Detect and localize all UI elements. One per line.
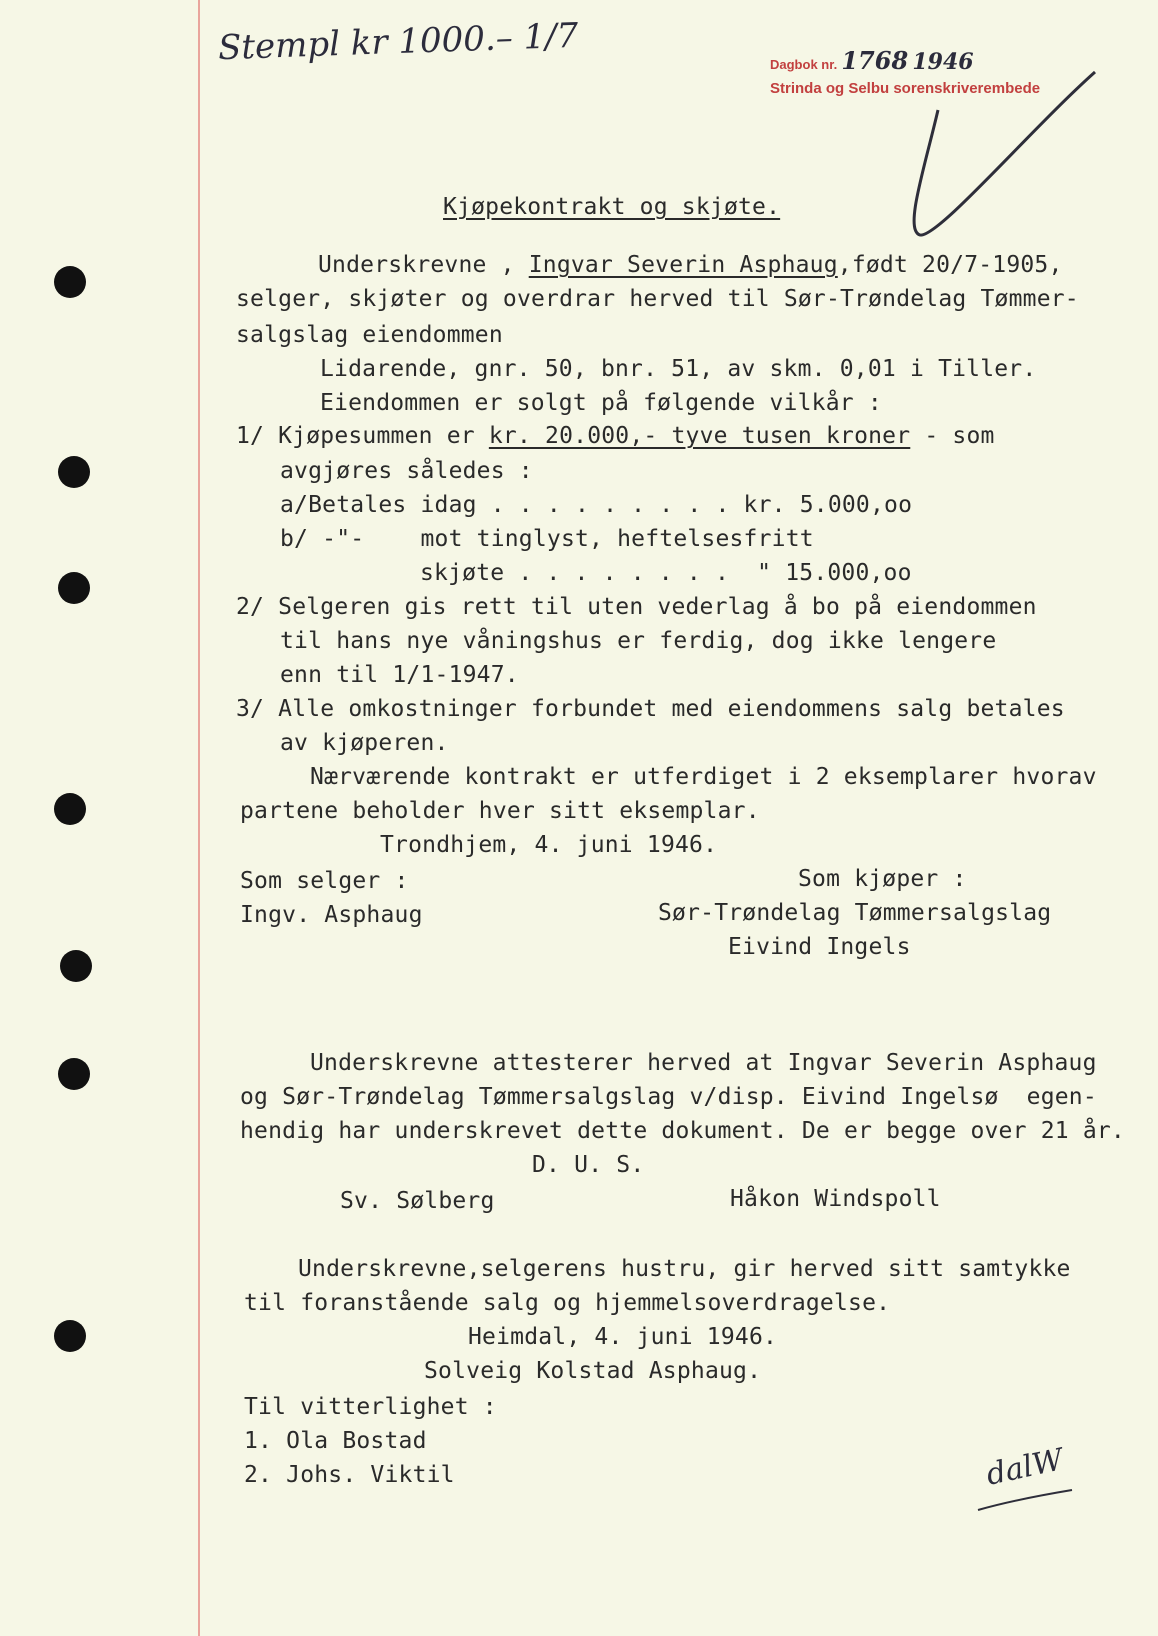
buyer-company: Sør-Trøndelag Tømmersalgslag bbox=[658, 900, 1052, 926]
stamp-year: 1946 bbox=[912, 49, 974, 75]
seller-signature: Ingv. Asphaug bbox=[240, 902, 423, 928]
attestation-line-1: Underskrevne attesterer herved at Ingvar Severin Asphaug bbox=[310, 1050, 1097, 1076]
payment-b-2: skjøte . . . . . . . . " 15.000,oo bbox=[420, 560, 912, 586]
seller-name-underlined: Ingvar Severin Asphaug bbox=[528, 252, 838, 278]
closing-line-1: Nærværende kontrakt er utferdiget i 2 eksemplarer hvorav bbox=[310, 764, 1097, 790]
consent-line-2: til foranstående salg og hjemmelsoverdragelse. bbox=[244, 1290, 891, 1316]
consent-witness-1: 1. Ola Bostad bbox=[244, 1428, 427, 1454]
punch-hole bbox=[54, 793, 86, 825]
witness-label: Til vitterlighet : bbox=[244, 1394, 497, 1420]
condition-3-line-1: 3/ Alle omkostninger forbundet med eiendommens salg betales bbox=[236, 696, 1065, 722]
intro-line-3: salgslag eiendommen bbox=[236, 322, 503, 348]
punch-hole bbox=[58, 1058, 90, 1090]
condition-2-line-1: 2/ Selgeren gis rett til uten vederlag å bo på eiendommen bbox=[236, 594, 1037, 620]
terms-intro: Eiendommen er solgt på følgende vilkår : bbox=[320, 390, 882, 416]
attestation-line-3: hendig har underskrevet dette dokument. De er begge over 21 år. bbox=[240, 1118, 1125, 1144]
condition-2-line-2: til hans nye våningshus er ferdig, dog ikke lengere bbox=[280, 628, 997, 654]
consent-witness-2: 2. Johs. Viktil bbox=[244, 1462, 455, 1488]
punch-hole bbox=[60, 950, 92, 982]
intro-line-2: selger, skjøter og overdrar herved til Sør-Trøndelag Tømmer- bbox=[236, 286, 1079, 312]
payment-b-1: b/ -"- mot tinglyst, heftelsesfritt bbox=[280, 526, 814, 552]
clerk-initials: dalW bbox=[983, 1442, 1067, 1493]
page-title: Kjøpekontrakt og skjøte. bbox=[443, 194, 781, 220]
handwritten-note: Stempl kr 1000.– 1/7 bbox=[217, 15, 579, 69]
attestation-line-2: og Sør-Trøndelag Tømmersalgslag v/disp. Eivind Ingelsø egen- bbox=[240, 1084, 1097, 1110]
punch-hole bbox=[54, 266, 86, 298]
punch-hole bbox=[58, 456, 90, 488]
stamp-label: Dagbok nr. bbox=[770, 57, 838, 72]
consent-place-date: Heimdal, 4. juni 1946. bbox=[468, 1324, 778, 1350]
place-date: Trondhjem, 4. juni 1946. bbox=[380, 832, 718, 858]
intro-suffix: ,født 20/7-1905, bbox=[837, 252, 1063, 278]
consent-signature: Solveig Kolstad Asphaug. bbox=[424, 1358, 762, 1384]
intro-prefix: Underskrevne , bbox=[318, 252, 529, 278]
attestation-witness-1: Sv. Sølberg bbox=[340, 1188, 495, 1214]
consent-line-1: Underskrevne,selgerens hustru, gir herved sitt samtykke bbox=[298, 1256, 1071, 1282]
purchase-amount: kr. 20.000,- tyve tusen kroner bbox=[488, 423, 911, 449]
property-line: Lidarende, gnr. 50, bnr. 51, av skm. 0,01 i Tiller. bbox=[320, 356, 1037, 382]
condition-3-line-2: av kjøperen. bbox=[280, 730, 449, 756]
intro-line-1 bbox=[318, 252, 1063, 278]
punch-hole bbox=[58, 572, 90, 604]
stamp-office: Strinda og Selbu sorenskriverembede bbox=[770, 80, 1041, 97]
closing-line-2: partene beholder hver sitt eksemplar. bbox=[240, 798, 760, 824]
condition-1-line-1 bbox=[236, 423, 995, 449]
margin-rule bbox=[198, 0, 200, 1636]
condition-1-prefix: 1/ Kjøpesummen er bbox=[236, 423, 489, 449]
buyer-signatory: Eivind Ingels bbox=[728, 934, 911, 960]
check-mark bbox=[890, 60, 1120, 250]
attestation-witness-2: Håkon Windspoll bbox=[730, 1186, 941, 1212]
condition-1-suffix: - som bbox=[910, 423, 995, 449]
seller-label: Som selger : bbox=[240, 868, 409, 894]
buyer-label: Som kjøper : bbox=[798, 866, 967, 892]
condition-2-line-3: enn til 1/1-1947. bbox=[280, 662, 519, 688]
initials-underline bbox=[976, 1488, 1076, 1518]
payment-a: a/Betales idag . . . . . . . . . kr. 5.000,oo bbox=[280, 492, 913, 518]
condition-1-line-2: avgjøres således : bbox=[280, 458, 533, 484]
dus-mark: D. U. S. bbox=[532, 1152, 645, 1178]
punch-hole bbox=[54, 1320, 86, 1352]
stamp-number: 1768 bbox=[841, 46, 909, 75]
